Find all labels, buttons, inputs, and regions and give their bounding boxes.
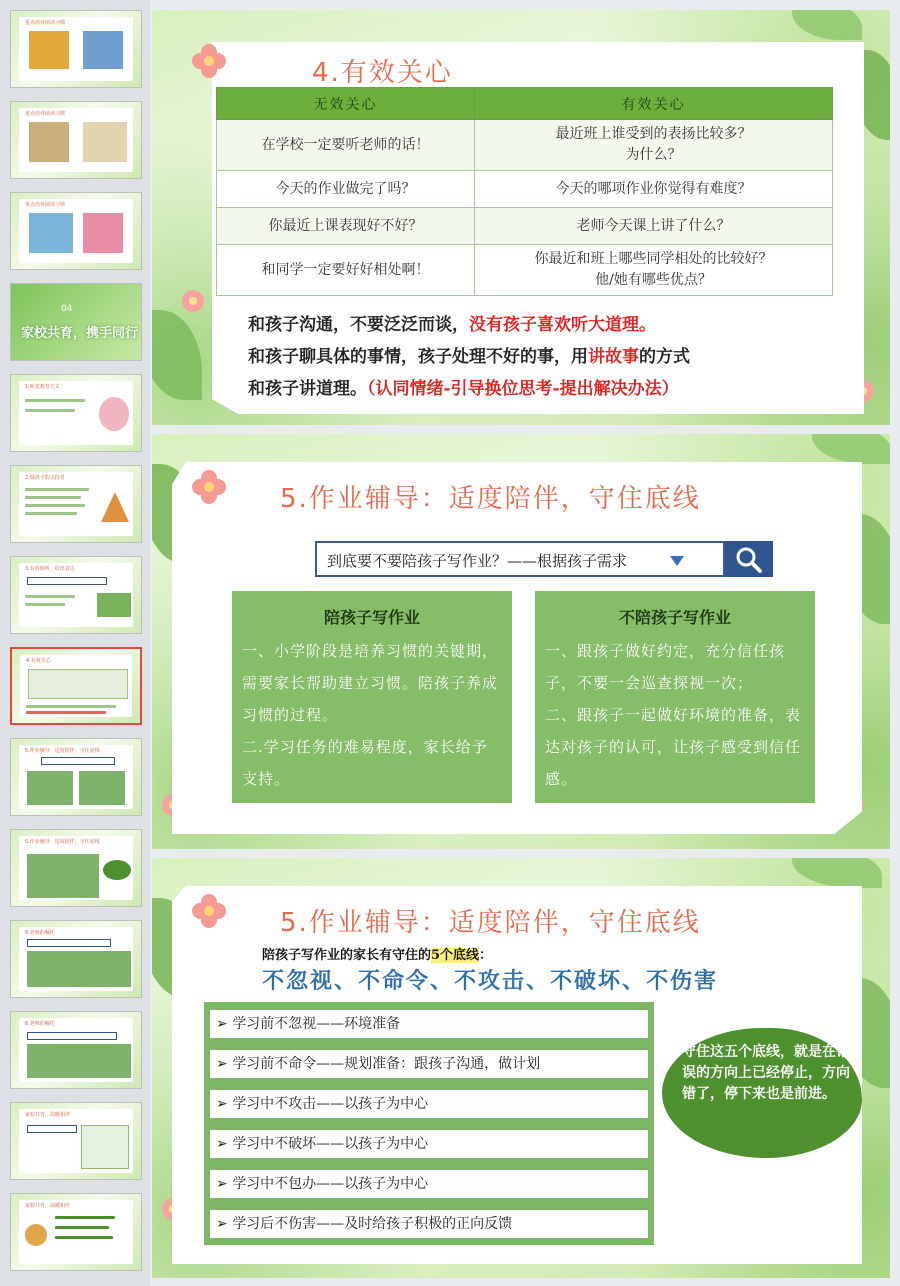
slide-thumbnail-3[interactable]: [10, 192, 142, 270]
thumbnail-title: 重点培养阅读习惯: [25, 20, 66, 26]
slide-thumbnail-5[interactable]: [10, 374, 142, 452]
accompany-box-body: 一、小学阶段是培养习惯的关键期，需要家长帮助建立习惯。陪孩子养成习惯的过程。 二.学习任务的难易程度，家长给予支持。: [242, 642, 499, 788]
accompany-box: [232, 591, 512, 803]
thumbnail-section-number: 04: [61, 304, 73, 314]
bottom-lines-list: [204, 1002, 654, 1245]
slide-title: 5.作业辅导：适度陪伴，守住底线: [280, 908, 701, 938]
slide-five-bottom-lines[interactable]: [152, 858, 890, 1278]
slide-thumbnail-6[interactable]: [10, 465, 142, 543]
summary-cloud-text: 守住这五个底线，就是在错误的方向上已经停止，方向错了，停下来也是前进。: [682, 1044, 850, 1102]
list-item: ➢ 学习前不命令——规划准备：跟孩子沟通，做计划: [210, 1050, 648, 1078]
slide-title: 5.作业辅导：适度陪伴，守住底线: [280, 484, 701, 514]
flower-icon: [192, 470, 226, 504]
accompany-box-title: 陪孩子写作业: [323, 608, 420, 627]
no-accompany-box: [535, 591, 815, 803]
question-search-box[interactable]: [315, 541, 725, 577]
slide-title: 4.有效关心: [312, 58, 453, 88]
table-cell: 今天的作业做完了吗？: [217, 171, 475, 208]
thumbnail-title: 家校共育，温暖相伴: [25, 1112, 71, 1118]
list-item: ➢ 学习后不伤害——及时给孩子积极的正向反馈: [210, 1210, 648, 1238]
thumbnail-title: 重点培养阅读习惯: [25, 202, 66, 208]
flower-icon: [192, 44, 226, 78]
search-button[interactable]: [725, 541, 773, 577]
thumbnail-title: 家校共育，温暖相伴: [25, 1203, 71, 1209]
slide-thumbnail-1[interactable]: [10, 10, 142, 88]
list-item: ➢ 学习前不忽视——环境准备: [210, 1010, 648, 1038]
bottom-lines-subtitle: 陪孩子写作业的家长有守住的5个底线：: [262, 948, 493, 963]
bottom-lines-headline: 不忽视、不命令、不攻击、不破坏、不伤害: [262, 968, 719, 994]
slide-thumbnail-14[interactable]: [10, 1193, 142, 1271]
thumbnail-title: 6.老师的嘱托: [25, 930, 55, 936]
slide-thumbnail-4[interactable]: [10, 283, 142, 361]
table-cell: 今天的哪项作业你觉得有难度？: [475, 171, 833, 208]
slide-thumbnail-13[interactable]: [10, 1102, 142, 1180]
thumbnail-title: 4.有效关心: [26, 658, 51, 664]
no-accompany-box-body: 一、跟孩子做好约定，充分信任孩子，不要一会巡查探视一次； 二、跟孩子一起做好环境的准备，表达对孩子的认可，让孩子感受到信任感。: [545, 642, 802, 788]
advice-line-3: 和孩子讲道理。（认同情绪-引导换位思考-提出解决办法）: [248, 379, 679, 399]
thumbnail-title: 5.作业辅导：适度陪伴，守住底线: [25, 748, 100, 754]
slide-thumbnail-12[interactable]: [10, 1011, 142, 1089]
list-item: ➢ 学习中不破坏——以孩子为中心: [210, 1130, 648, 1158]
dropdown-caret-icon[interactable]: [670, 556, 684, 566]
thumbnail-title: 5.作业辅导：适度陪伴，守住底线: [25, 839, 100, 845]
slide-thumbnail-2[interactable]: [10, 101, 142, 179]
list-item: ➢ 学习中不攻击——以孩子为中心: [210, 1090, 648, 1118]
thumbnail-title: 重点培养阅读习惯: [25, 111, 66, 117]
search-icon: [725, 541, 773, 577]
search-box-text: 到底要不要陪孩子写作业？——根据孩子需求: [327, 552, 628, 570]
table-cell: 最近班上谁受到的表扬比较多？ 为什么？: [475, 120, 833, 171]
thumbnail-title: 1.转变教育方式: [25, 384, 60, 390]
table-cell: 老师今天课上讲了什么？: [475, 208, 833, 245]
slide-thumbnail-9[interactable]: [10, 738, 142, 816]
no-accompany-box-title: 不陪孩子写作业: [618, 608, 731, 627]
slide-thumbnail-8-selected[interactable]: [10, 647, 142, 725]
slide-effective-care[interactable]: [152, 10, 890, 425]
column-header-effective: 有效关心: [475, 88, 833, 120]
care-comparison-table: [216, 87, 833, 296]
advice-line-1: 和孩子沟通，不要泛泛而谈，没有孩子喜欢听大道理。: [248, 315, 656, 335]
slide-thumbnail-panel: [0, 0, 150, 1286]
flower-icon: [192, 894, 226, 928]
thumbnail-title: 6.老师的嘱托: [25, 1021, 55, 1027]
thumbnail-title: 2.做孩子的支持者: [25, 475, 65, 481]
column-header-ineffective: 无效关心: [217, 88, 475, 120]
advice-line-2: 和孩子聊具体的事情，孩子处理不好的事，用讲故事的方式: [248, 347, 690, 367]
table-cell: 你最近和班上哪些同学相处的比较好？ 他/她有哪些优点？: [475, 245, 833, 296]
list-item: ➢ 学习中不包办——以孩子为中心: [210, 1170, 648, 1198]
slide-homework-guidance[interactable]: [152, 434, 890, 849]
table-cell: 和同学一定要好好相处啊！: [217, 245, 475, 296]
table-cell: 你最近上课表现好不好？: [217, 208, 475, 245]
slide-thumbnail-7[interactable]: [10, 556, 142, 634]
slide-thumbnail-10[interactable]: [10, 829, 142, 907]
summary-cloud: [662, 1028, 862, 1158]
thumbnail-title: 家校共育，携手同行: [21, 326, 139, 341]
slide-thumbnail-11[interactable]: [10, 920, 142, 998]
thumbnail-title: 3.有效倾听，给出表达: [25, 566, 75, 572]
table-cell: 在学校一定要听老师的话！: [217, 120, 475, 171]
